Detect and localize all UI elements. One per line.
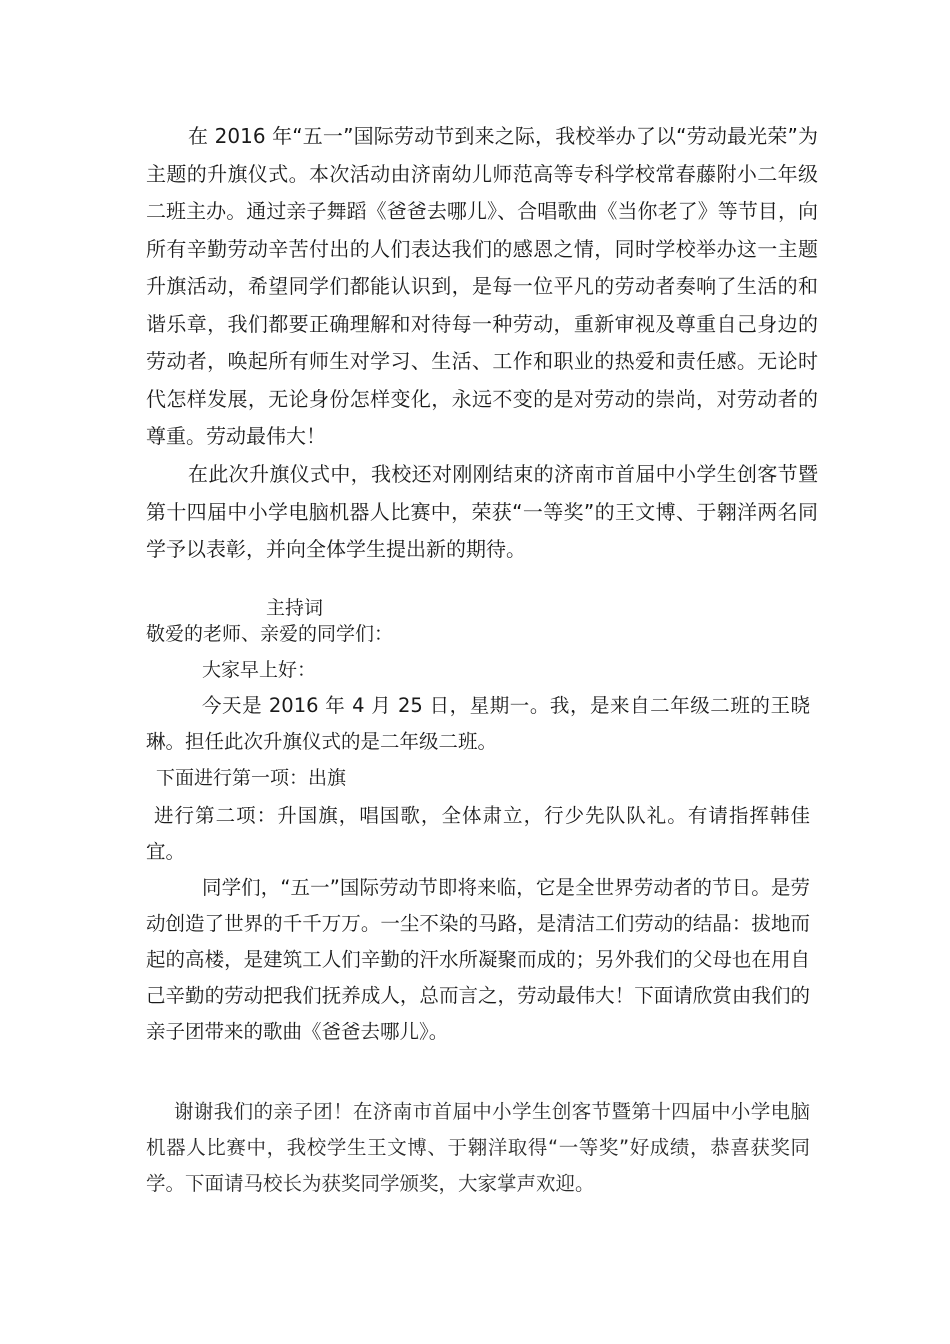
script-step-2: 进行第二项：升国旗，唱国歌，全体肃立，行少先队队礼。有请指挥韩佳宜。 — [146, 804, 810, 863]
script-step-1: 下面进行第一项：出旗 — [156, 767, 347, 789]
script-speech: 同学们，“五一”国际劳动节即将来临，它是全世界劳动者的节日。是劳动创造了世界的千千万万。一尘不染的马路，是清洁工们劳动的结晶：拔地而起的高楼，是建筑工人们辛勤的汗水所凝聚而成的；另外我们的父母也在用自己辛勤的劳动把我们抚养成人，总而言之，劳动最伟大！下面请欣赏由我们的亲子团带来的歌曲《爸爸去哪儿》。 — [146, 876, 810, 1043]
script-greeting: 大家早上好： — [202, 659, 317, 681]
article-paragraph-1: 在 2016 年“五一”国际劳动节到来之际，我校举办了以“劳动最光荣”为主题的升旗仪式。本次活动由济南幼儿师范高等专科学校常春藤附小二年级二班主办。通过亲子舞蹈《爸爸去哪儿》、合唱歌曲《当你老了》等节目，向所有辛勤劳动辛苦付出的人们表达我们的感恩之情，同时学校举办这一主题升旗活动，希望同学们都能认识到，是每一位平凡的劳动者奏响了生活的和谐乐章，我们都要正确理解和对待每一种劳动，重新审视及尊重自己身边的劳动者，唤起所有师生对学习、生活、工作和职业的热爱和责任感。无论时代怎样发展，无论身份怎样变化，永远不变的是对劳动的崇尚，对劳动者的尊重。劳动最伟大！ — [146, 124, 818, 448]
article-paragraph-2: 在此次升旗仪式中，我校还对刚刚结束的济南市首届中小学生创客节暨第十四届中小学电脑机器人比赛中，荣获“一等奖”的王文博、于翱洋两名同学予以表彰，并向全体学生提出新的期待。 — [146, 462, 818, 561]
script-thanks: 谢谢我们的亲子团！在济南市首届中小学生创客节暨第十四届中小学电脑机器人比赛中，我校学生王文博、于翱洋取得“一等奖”好成绩，恭喜获奖同学。下面请马校长为获奖同学颁奖，大家掌声欢迎。 — [146, 1100, 810, 1195]
script-title: 主持词 — [266, 597, 324, 619]
script-salutation: 敬爱的老师、亲爱的同学们： — [146, 623, 394, 645]
script-intro: 今天是 2016 年 4 月 25 日，星期一。我，是来自二年级二班的王晓琳。担任此次升旗仪式的是二年级二班。 — [146, 694, 810, 753]
